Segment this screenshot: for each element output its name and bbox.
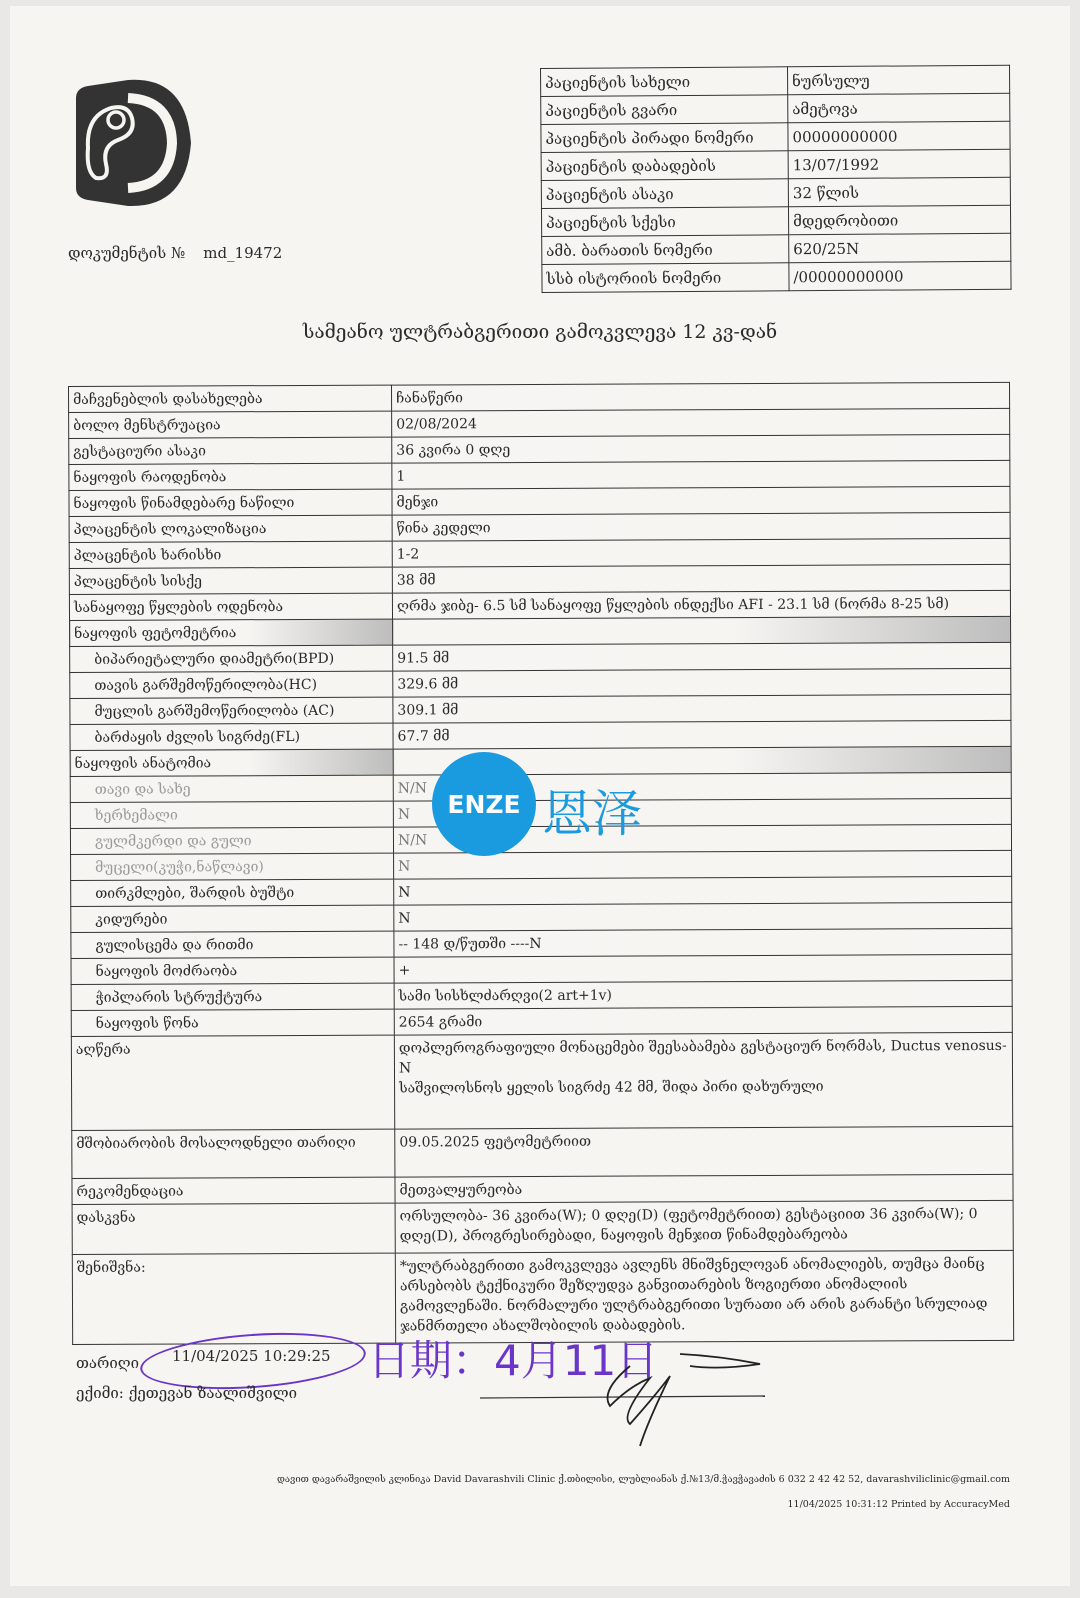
- row-label: ხერხემალი: [70, 801, 393, 828]
- description-line-2: საშვილოსნოს ყელის სიგრძე 42 მმ, შიდა პირი დახურული: [399, 1078, 824, 1097]
- date-label: თარიღი: [76, 1354, 140, 1372]
- patient-row: [541, 65, 1010, 96]
- patient-row: [542, 233, 1011, 264]
- recommendation-row: [72, 1174, 1013, 1204]
- row-label: პაციენტის სახელი: [541, 67, 788, 97]
- row-label: გულისცემა და რითმი: [71, 931, 394, 958]
- row-label: პაციენტის დაბადების: [541, 151, 788, 181]
- document-number-value: md_19472: [203, 244, 283, 262]
- row-label: პლაცენტის ხარისხი: [69, 541, 392, 568]
- row-label: შენიშვნა:: [72, 1253, 395, 1344]
- measurement-row: [69, 538, 1010, 568]
- row-value: 1: [392, 460, 1010, 489]
- row-label: პლაცენტის ლოკალიზაცია: [69, 515, 392, 542]
- row-label: მუცელი(კუჭი,ნაწლავი): [71, 853, 394, 880]
- row-value: ნურსულუ: [787, 65, 1009, 95]
- anatomy-row: [70, 798, 1011, 828]
- description-line-1: დოპლეროგრაფიული მონაცემები შეესაბამება გესტაციურ ნორმას, Ductus venosus-N: [398, 1037, 1007, 1077]
- document-number-label: დოკუმენტის №: [68, 244, 186, 262]
- row-label: პლაცენტის სისქე: [69, 567, 392, 594]
- row-label: ნაყოფის ფეტომეტრია: [70, 619, 393, 646]
- row-label: რეკომენდაცია: [72, 1177, 395, 1204]
- row-label: ჭიპლარის სტრუქტურა: [71, 983, 394, 1010]
- row-label: მუცლის გარშემოწერილობა (AC): [70, 697, 393, 724]
- row-label: აღწერა: [71, 1035, 394, 1130]
- row-value: მენჯი: [392, 486, 1010, 515]
- measurement-row: [69, 408, 1010, 438]
- patient-row: [541, 205, 1010, 236]
- row-value: 00000000000: [788, 121, 1010, 151]
- measurement-row: [69, 590, 1010, 620]
- row-label: ბოლო მენსტრუაცია: [69, 411, 392, 438]
- row-value: 620/25N: [789, 233, 1011, 263]
- row-label: ნაყოფის წინამდებარე ნაწილი: [69, 489, 392, 516]
- row-label: სსბ ისტორიის ნომერი: [542, 263, 789, 293]
- row-label: პაციენტის გვარი: [541, 95, 788, 125]
- row-label: პაციენტის სქესი: [541, 207, 788, 237]
- anatomy-row: [71, 876, 1012, 906]
- row-value: +: [394, 954, 1012, 983]
- row-value: N: [394, 902, 1012, 931]
- anatomy-row: [71, 902, 1012, 932]
- measurement-row: [69, 486, 1010, 516]
- row-value: წინა კედელი: [392, 512, 1010, 541]
- row-value: ორსულობა- 36 კვირა(W); 0 დღე(D) (ფეტომეტრიით) გესტაციით 36 კვირა(W); 0 დღე(D), პროგრესირებადი, ნაყოფის მენჯით წინამდებარეობა: [395, 1200, 1013, 1253]
- row-label: თირკმლები, შარდის ბუშტი: [71, 879, 394, 906]
- fetometry-row: [70, 720, 1011, 750]
- patient-row: [542, 261, 1011, 292]
- row-value: N/N: [393, 824, 1011, 853]
- row-label: ნაყოფის ანატომია: [70, 749, 393, 776]
- row-value: N: [394, 876, 1012, 905]
- row-value: 02/08/2024: [392, 408, 1010, 437]
- row-label: მაჩვენებლის დასახელება: [69, 385, 392, 412]
- row-label: ნაყოფის მოძრაობა: [71, 957, 394, 984]
- row-value: სამი სისხლძარღვი(2 art+1v): [394, 980, 1012, 1009]
- measurement-row: [69, 460, 1010, 490]
- row-value: [394, 1032, 1012, 1129]
- watermark-brand: ENZE: [432, 752, 536, 856]
- patient-row: [541, 149, 1010, 180]
- row-value: 36 კვირა 0 დღე: [392, 434, 1010, 463]
- row-value: 38 მმ: [392, 564, 1010, 593]
- anatomy-row: [70, 772, 1011, 802]
- document-number: [68, 244, 282, 262]
- anatomy-row: [71, 1006, 1012, 1036]
- row-value: 09.05.2025 ფეტომეტრიით: [395, 1126, 1013, 1177]
- date-annotation: 日期：4月11日: [368, 1336, 659, 1385]
- date-value: 11/04/2025 10:29:25: [172, 1347, 331, 1365]
- measurements-table: [68, 382, 1014, 1345]
- fetometry-row: [70, 642, 1011, 672]
- row-label: ბიპარიეტალური დიამეტრი(BPD): [70, 645, 393, 672]
- page-title: სამეანო ულტრაბგერითი გამოკვლევა 12 კვ-დან: [302, 321, 778, 343]
- row-label: ნაყოფის რაოდენობა: [69, 463, 392, 490]
- row-label: თავის გარშემოწერილობა(HC): [70, 671, 393, 698]
- patient-table: [540, 65, 1012, 293]
- row-value: ღრმა ჯიბე- 6.5 სმ სანაყოფე წყლების ინდექსი AFI - 23.1 სმ (ნორმა 8-25 სმ): [392, 590, 1010, 619]
- row-value: 13/07/1992: [788, 149, 1010, 179]
- row-label: გესტაციური ასაკი: [69, 437, 392, 464]
- patient-row: [541, 121, 1010, 152]
- row-label: დასკვნა: [72, 1203, 395, 1254]
- row-label: ნაყოფის წონა: [71, 1009, 394, 1036]
- measurement-row: [69, 564, 1010, 594]
- row-label: გულმკერდი და გული: [70, 827, 393, 854]
- clinic-logo: [66, 68, 196, 218]
- row-value: 2654 გრამი: [394, 1006, 1012, 1035]
- row-value: ჩანაწერი: [391, 382, 1009, 411]
- anatomy-row: [71, 980, 1012, 1010]
- patient-row: [541, 177, 1010, 208]
- document-page: [10, 6, 1070, 1586]
- row-value: 329.6 მმ: [393, 668, 1011, 697]
- row-value: N/N: [393, 772, 1011, 801]
- conclusion-row: [72, 1200, 1013, 1254]
- fetometry-row: [70, 694, 1011, 724]
- anatomy-row: [71, 850, 1012, 880]
- row-value: 32 წლის: [788, 177, 1010, 207]
- row-value: მეთვალყურეობა: [395, 1174, 1013, 1203]
- row-label: პაციენტის პირადი ნომერი: [541, 123, 788, 153]
- fetometry-row: [70, 668, 1011, 698]
- row-value: 91.5 მმ: [393, 642, 1011, 671]
- anatomy-row: [71, 954, 1012, 984]
- row-value: *ულტრაბგერითი გამოკვლევა ავლენს მნიშვნელოვან ანომალიებს, თუმცა მაინც არსებობს ტექნიკური შეზღუდვა განვითარების ზოგიერთი ანომალიის გამოვლენაში. ნორმალური ულტრაბგერითი სურათი არ არის გარანტი სრულიად ჯანმრთელი ახალშობილის დაბადების.: [395, 1250, 1013, 1343]
- row-value: 309.1 მმ: [393, 694, 1011, 723]
- row-value: მდედრობითი: [788, 205, 1010, 235]
- footer-address: დავით დავარაშვილის კლინიკა David Davarashvili Clinic ქ.თბილისი, ლუბლიანას ქ.№13/მ.ჭავჭავაძის 6 032 2 42 42 52, davarashviliclinic@gmail.com: [276, 1474, 1010, 1485]
- row-value: N: [393, 798, 1011, 827]
- row-value: 67.7 მმ: [393, 720, 1011, 749]
- printed-stamp: 11/04/2025 10:31:12 Printed by AccuracyMed: [787, 1499, 1010, 1510]
- description-row: [71, 1032, 1012, 1130]
- anatomy-row: [70, 824, 1011, 854]
- row-value: 1-2: [392, 538, 1010, 567]
- row-value: /00000000000: [789, 261, 1011, 291]
- section-anatomy: [70, 746, 1011, 776]
- row-value: [393, 616, 1011, 645]
- row-value: ამეტოვა: [788, 93, 1010, 123]
- row-label: პაციენტის ასაკი: [541, 179, 788, 209]
- due-date-row: [72, 1126, 1013, 1178]
- row-label: ამბ. ბარათის ნომერი: [542, 235, 789, 265]
- row-value: -- 148 დ/წუთში ----N: [394, 928, 1012, 957]
- row-label: ბარძაყის ძვლის სიგრძე(FL): [70, 723, 393, 750]
- row-label: მშობიარობის მოსალოდნელი თარიღი: [72, 1129, 395, 1178]
- row-label: თავი და სახე: [70, 775, 393, 802]
- doctor-line: ექიმი: ქეთევან ზაალიშვილი: [76, 1384, 298, 1402]
- section-fetometry: [70, 616, 1011, 646]
- row-label: კიდურები: [71, 905, 394, 932]
- measurement-row: [69, 382, 1010, 412]
- measurement-row: [69, 512, 1010, 542]
- row-label: სანაყოფე წყლების ოდენობა: [69, 593, 392, 620]
- anatomy-row: [71, 928, 1012, 958]
- row-value: N: [394, 850, 1012, 879]
- watermark-chinese: 恩泽: [542, 785, 642, 843]
- signature: [480, 1346, 780, 1456]
- measurement-row: [69, 434, 1010, 464]
- patient-row: [541, 93, 1010, 124]
